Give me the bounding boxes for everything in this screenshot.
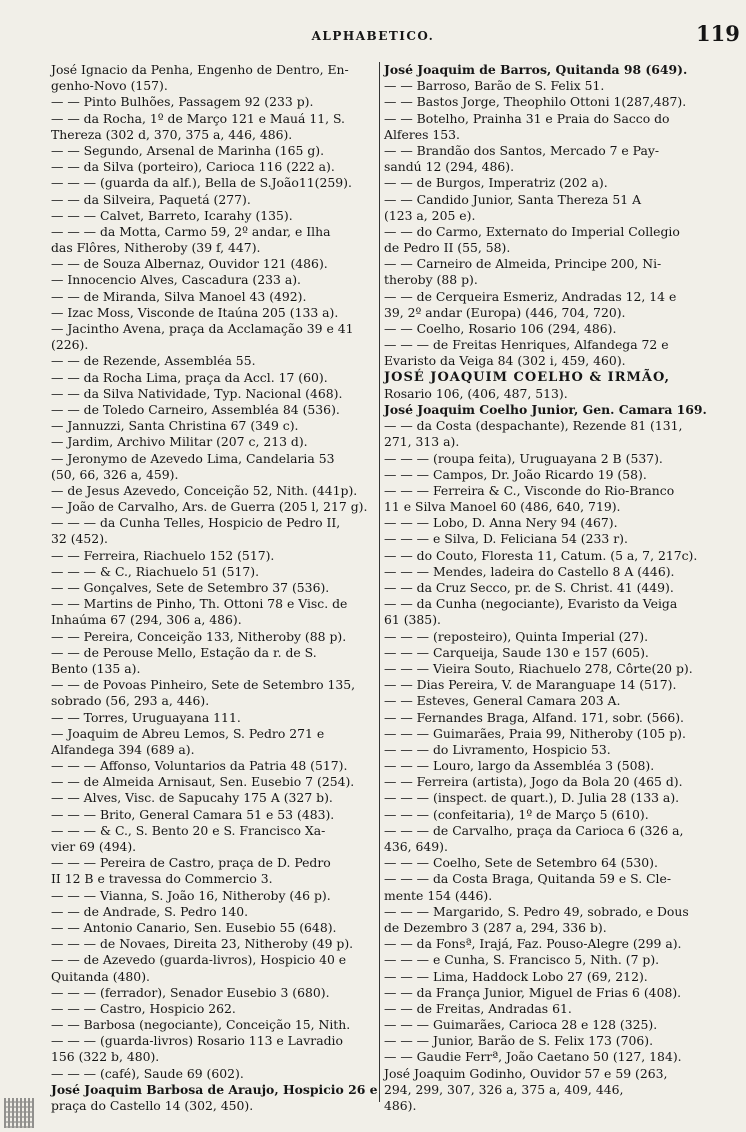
directory-entry-line: — — Carneiro de Almeida, Principe 200, Ni-	[384, 256, 662, 272]
directory-entry-line: — — — Mendes, ladeira do Castello 8 A (446).	[384, 563, 675, 579]
directory-entry-line: genho-Novo (157).	[51, 78, 168, 94]
directory-entry-line: José Joaquim Godinho, Ouvidor 57 e 59 (263,	[384, 1065, 668, 1081]
directory-entry-line: — — — (ferrador), Senador Eusebio 3 (680).	[51, 984, 330, 1000]
directory-entry-line: 486).	[384, 1098, 417, 1113]
directory-entry-line: 39, 2º andar (Europa) (446, 704, 720).	[384, 304, 626, 320]
directory-entry-line: — — da Cruz Secco, pr. de S. Christ. 41 (449).	[384, 580, 674, 595]
directory-entry-line: — — — Campos, Dr. João Ricardo 19 (58).	[384, 466, 647, 482]
directory-entry-line: — — — Margarido, S. Pedro 49, sobrado, e Dous	[384, 903, 689, 919]
directory-entry-line: — — — Louro, largo da Assembléa 3 (508).	[384, 758, 655, 774]
directory-entry-line: — — Bastos Jorge, Theophilo Ottoni 1(287,487).	[384, 94, 687, 110]
directory-entry-line: — — Pereira, Conceição 133, Nitheroby (88 p).	[51, 628, 347, 644]
directory-entry-line: Quitanda (480).	[51, 968, 150, 984]
directory-entry-line: — — de Miranda, Silva Manoel 43 (492).	[51, 288, 307, 304]
directory-entry-line: — — — Carqueija, Saude 130 e 157 (605).	[384, 644, 649, 660]
directory-entry-line: — — da Costa (despachante), Rezende 81 (131,	[384, 418, 683, 434]
directory-entry-line: — — Barbosa (negociante), Conceição 15, Nith.	[51, 1017, 351, 1033]
directory-entry-line: — Jacintho Avena, praça da Acclamação 39 e 41	[51, 321, 354, 336]
directory-entry-line: — — — Ferreira & C., Visconde do Rio-Branco	[384, 482, 675, 498]
directory-entry-line: — — da Silva (porteiro), Carioca 116 (222 a).	[51, 159, 335, 175]
directory-entry-line: — — Esteves, General Camara 203 A.	[384, 693, 621, 709]
directory-entry-line: 436, 649).	[384, 839, 448, 854]
directory-entry-line: — — — (guarda da alf.), Bella de S.João11(259).	[51, 175, 352, 191]
directory-entry-line: — de Jesus Azevedo, Conceição 52, Nith. (441p).	[51, 482, 358, 498]
directory-entry-line: José Joaquim de Barros, Quitanda 98 (649).	[384, 62, 688, 77]
directory-entry-line: praça do Castello 14 (302, 450).	[51, 1098, 254, 1113]
directory-entry-line: — — — & C., Riachuelo 51 (517).	[51, 563, 260, 579]
directory-entry-line: — — Fernandes Braga, Alfand. 171, sobr. (566).	[384, 709, 684, 725]
left-column	[51, 62, 378, 1113]
directory-entry-line: — — de Andrade, S. Pedro 140.	[51, 903, 249, 919]
directory-entry-line: — — Gaudie Ferrª, João Caetano 50 (127, 184).	[384, 1049, 682, 1065]
directory-entry-line: JOSÉ JOAQUIM COELHO & IRMÃO,	[384, 369, 671, 385]
directory-entry-line: — — — Calvet, Barreto, Icarahy (135).	[51, 207, 293, 223]
right-column	[384, 62, 730, 1113]
directory-entry-line: — — — Coelho, Sete de Setembro 64 (530).	[384, 855, 658, 871]
directory-entry-line: — — Ferreira (artista), Jogo da Bola 20 (465 d).	[384, 774, 683, 790]
directory-entry-line: José Joaquim Barbosa de Araujo, Hospicio 26 e	[51, 1081, 378, 1097]
directory-entry-line: 156 (322 b, 480).	[51, 1049, 160, 1065]
directory-entry-line: — João de Carvalho, Ars. de Guerra (205 l, 217 g).	[51, 499, 368, 515]
directory-entry-line: 294, 299, 307, 326 a, 375 a, 409, 446,	[384, 1081, 624, 1097]
directory-entry-line: — — da Rocha, 1º de Março 121 e Mauá 11, S.	[51, 110, 345, 126]
directory-entry-line: — — — do Livramento, Hospicio 53.	[384, 741, 611, 757]
directory-entry-line: José Ignacio da Penha, Engenho de Dentro, En-	[51, 62, 349, 77]
directory-entry-line: — — Antonio Canario, Sen. Eusebio 55 (648).	[51, 919, 337, 935]
directory-entry-line: — — — (confeitaria), 1º de Março 5 (610).	[384, 806, 649, 822]
directory-entry-line: — — — Lima, Haddock Lobo 27 (69, 212).	[384, 968, 648, 984]
directory-entry-line: — — — Guimarães, Praia 99, Nitheroby (105 p).	[384, 725, 686, 741]
directory-entry-line: — — da Silva Natividade, Typ. Nacional (468).	[51, 385, 343, 401]
directory-entry-line: — — — de Novaes, Direita 23, Nitheroby (49 p).	[51, 936, 354, 952]
directory-entry-line: — — — Vieira Souto, Riachuelo 278, Côrte(20 p).	[384, 660, 693, 676]
directory-entry-line: das Flôres, Nitheroby (39 f, 447).	[51, 240, 261, 256]
directory-entry-line: — — de Perouse Mello, Estação da r. de S.	[51, 644, 317, 660]
directory-entry-line: — — — (inspect. de quart.), D. Julia 28 (133 a).	[384, 790, 680, 806]
directory-entry-line: — — — e Silva, D. Feliciana 54 (233 r).	[384, 531, 628, 547]
directory-entry-line: — — Botelho, Prainha 31 e Praia do Sacco do	[384, 110, 670, 126]
directory-entry-line: Alfandega 394 (689 a).	[51, 741, 195, 757]
directory-entry-line: — — — Lobo, D. Anna Nery 94 (467).	[384, 515, 618, 531]
directory-entry-line: — — — e Cunha, S. Francisco 5, Nith. (7 p).	[384, 952, 660, 968]
directory-entry-line: — — — Vianna, S. João 16, Nitheroby (46 p).	[51, 887, 331, 903]
directory-entry-line: — — de Almeida Arnisaut, Sen. Eusebio 7 (254).	[51, 774, 355, 790]
directory-entry-line: — — Ferreira, Riachuelo 152 (517).	[51, 547, 275, 563]
directory-entry-line: — — — de Freitas Henriques, Alfandega 72 e	[384, 337, 669, 353]
column-divider	[379, 62, 380, 1102]
directory-entry-line: — — de Souza Albernaz, Ouvidor 121 (486).	[51, 256, 328, 272]
directory-entry-line: — Joaquim de Abreu Lemos, S. Pedro 271 e	[51, 725, 325, 741]
directory-entry-line: — — Gonçalves, Sete de Setembro 37 (536).	[51, 580, 330, 595]
directory-entry-line: 32 (452).	[51, 531, 108, 547]
directory-entry-line: vier 69 (494).	[51, 839, 137, 854]
directory-entry-line: — — da França Junior, Miguel de Frias 6 (408).	[384, 984, 682, 1000]
directory-entry-line: (123 a, 205 e).	[384, 207, 476, 223]
directory-entry-line: — Izac Moss, Visconde de Itaúna 205 (133 a).	[51, 304, 339, 320]
directory-entry-line: theroby (88 p).	[384, 272, 478, 288]
directory-entry-line: 11 e Silva Manoel 60 (486, 640, 719).	[384, 499, 621, 515]
directory-entry-line: — — — (reposteiro), Quinta Imperial (27).	[384, 628, 649, 644]
directory-entry-line: sandú 12 (294, 486).	[384, 159, 515, 175]
directory-entry-line: Rosario 106, (406, 487, 513).	[384, 385, 568, 401]
directory-entry-line: (50, 66, 326 a, 459).	[51, 466, 179, 482]
directory-entry-line: José Joaquim Coelho Junior, Gen. Camara 169.	[384, 401, 707, 417]
directory-entry-line: de Pedro II (55, 58).	[384, 240, 511, 256]
directory-entry-line: — — Brandão dos Santos, Mercado 7 e Pay-	[384, 142, 660, 158]
directory-entry-line: — — de Burgos, Imperatriz (202 a).	[384, 175, 608, 191]
directory-entry-line: — Innocencio Alves, Cascadura (233 a).	[51, 272, 301, 288]
directory-entry-line: — — de Povoas Pinheiro, Sete de Setembro 135,	[51, 677, 356, 693]
directory-entry-line: — — Barroso, Barão de S. Felix 51.	[384, 78, 605, 94]
directory-entry-line: Bento (135 a).	[51, 660, 141, 676]
directory-entry-line: — Jannuzzi, Santa Christina 67 (349 c).	[51, 418, 299, 434]
directory-entry-line: — — Pinto Bulhões, Passagem 92 (233 p).	[51, 94, 314, 110]
directory-entry-line: Alferes 153.	[384, 126, 460, 142]
directory-entry-line: — — de Azevedo (guarda-livros), Hospicio 40 e	[51, 952, 347, 968]
directory-entry-line: sobrado (56, 293 a, 446).	[51, 693, 210, 709]
directory-entry-line: — — da Fonsª, Irajá, Faz. Pouso-Alegre (299 a).	[384, 936, 682, 952]
directory-entry-line: 61 (385).	[384, 612, 441, 628]
directory-entry-line: — — de Toledo Carneiro, Assembléa 84 (536).	[51, 401, 340, 417]
directory-entry-line: Thereza (302 d, 370, 375 a, 446, 486).	[51, 126, 293, 142]
directory-entry-line: — — da Rocha Lima, praça da Accl. 17 (60).	[51, 369, 328, 385]
directory-entry-line: Inhaúma 67 (294, 306 a, 486).	[51, 612, 242, 628]
directory-entry-line: — — — da Motta, Carmo 59, 2º andar, e Ilha	[51, 223, 331, 239]
directory-entry-line: (226).	[51, 337, 89, 353]
directory-entry-line: — — da Cunha (negociante), Evaristo da Veiga	[384, 596, 678, 612]
directory-entry-line: — — — Castro, Hospicio 262.	[51, 1000, 236, 1016]
directory-entry-line: — — — da Costa Braga, Quitanda 59 e S. Cle-	[384, 871, 672, 887]
directory-entry-line: — — Alves, Visc. de Sapucahy 175 A (327 b).	[51, 790, 333, 806]
directory-entry-line: 271, 313 a).	[384, 434, 460, 450]
directory-entry-line: — — Candido Junior, Santa Thereza 51 A	[384, 191, 642, 207]
directory-entry-line: — — — & C., S. Bento 20 e S. Francisco Xa-	[51, 822, 326, 838]
directory-entry-line: — — Segundo, Arsenal de Marinha (165 g).	[51, 142, 325, 158]
directory-entry-line: — — Dias Pereira, V. de Maranguape 14 (517).	[384, 677, 677, 693]
directory-entry-line: — — — Junior, Barão de S. Felix 173 (706).	[384, 1033, 654, 1049]
directory-entry-line: — — — (guarda-livros) Rosario 113 e Lavradio	[51, 1033, 343, 1049]
directory-entry-line: — — de Cerqueira Esmeriz, Andradas 12, 14 e	[384, 288, 677, 304]
library-stamp-icon	[4, 1098, 34, 1128]
directory-entry-line: — — — Pereira de Castro, praça de D. Pedro	[51, 855, 331, 871]
directory-entry-line: — — do Carmo, Externato do Imperial Collegio	[384, 223, 680, 239]
directory-entry-line: — — de Freitas, Andradas 61.	[384, 1000, 572, 1016]
running-header: ALPHABETICO.	[311, 29, 435, 43]
directory-entry-line: — — do Couto, Floresta 11, Catum. (5 a, 7, 217c).	[384, 547, 698, 563]
directory-entry-line: mente 154 (446).	[384, 887, 493, 903]
page-number: 119	[696, 21, 740, 46]
directory-entry-line: — — da Silveira, Paquetá (277).	[51, 191, 251, 207]
directory-entry-line: de Dezembro 3 (287 a, 294, 336 b).	[384, 919, 607, 935]
directory-entry-line: — — — de Carvalho, praça da Carioca 6 (326 a,	[384, 822, 684, 838]
directory-entry-line: II 12 B e travessa do Commercio 3.	[51, 871, 273, 887]
directory-entry-line: — Jeronymo de Azevedo Lima, Candelaria 53	[51, 450, 335, 466]
directory-entry-line: — — — (roupa feita), Uruguayana 2 B (537).	[384, 450, 663, 466]
directory-entry-line: — — Martins de Pinho, Th. Ottoni 78 e Visc. de	[51, 596, 348, 612]
directory-entry-line: — — — (café), Saude 69 (602).	[51, 1065, 244, 1081]
directory-entry-line: Evaristo da Veiga 84 (302 i, 459, 460).	[384, 353, 626, 369]
directory-entry-line: — — — Brito, General Camara 51 e 53 (483).	[51, 806, 335, 822]
directory-entry-line: — Jardim, Archivo Militar (207 c, 213 d).	[51, 434, 308, 450]
directory-entry-line: — — Torres, Uruguayana 111.	[51, 709, 241, 725]
directory-entry-line: — — de Rezende, Assembléa 55.	[51, 353, 256, 369]
directory-entry-line: — — — Guimarães, Carioca 28 e 128 (325).	[384, 1017, 658, 1033]
directory-entry-line: — — — da Cunha Telles, Hospicio de Pedro II,	[51, 515, 341, 531]
directory-entry-line: — — Coelho, Rosario 106 (294, 486).	[384, 321, 617, 336]
directory-entry-line: — — — Affonso, Voluntarios da Patria 48 (517).	[51, 758, 348, 774]
